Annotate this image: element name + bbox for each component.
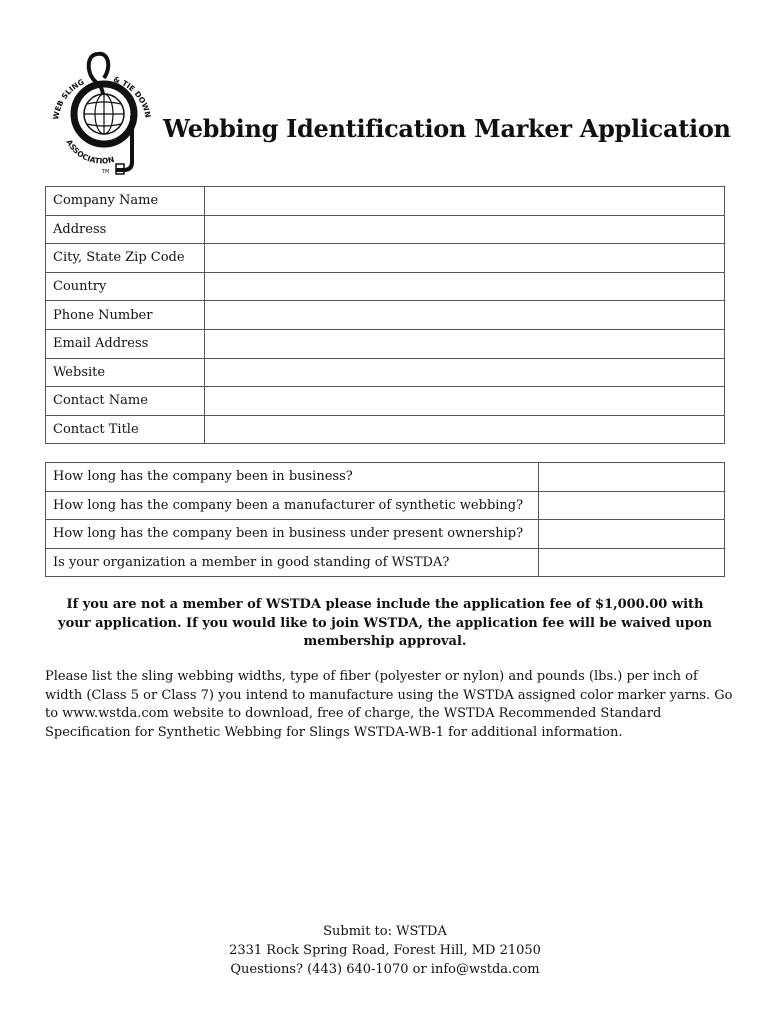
question-label: How long has the company been a manufacturer of synthetic webbing? [46,491,539,520]
contact-field-value-cell [205,187,725,216]
contact-field-row [46,272,725,301]
contact-field-value-cell [205,301,725,330]
contact-field-row [46,301,725,330]
question-label: How long has the company been in business? [46,463,539,492]
contact-field-value-field[interactable] [205,274,724,300]
logo-tm: TM [102,169,110,175]
contact-field-row [46,387,725,416]
question-value-field[interactable] [539,492,724,518]
contact-field-value-cell [205,358,725,387]
submit-address: 2331 Rock Spring Road, Forest Hill, MD 21050 [229,943,541,958]
question-value-cell [539,491,725,520]
contact-field-value-field[interactable] [205,302,724,328]
contact-field-label: Address [46,215,205,244]
submit-info [0,922,770,979]
contact-field-value-field[interactable] [205,388,724,414]
question-value-field[interactable] [539,464,724,490]
contact-field-row [46,187,725,216]
submit-contact: Questions? (443) 640-1070 or info@wstda.com [230,962,540,977]
contact-field-row [46,329,725,358]
instructions-paragraph: Please list the sling webbing widths, type of fiber (polyester or nylon) and pounds (lbs.) per inch of width (Class 5 or Class 7) you intend to manufacture using the WSTDA assigned color marker yarns. Go to www.wstda.com website to download, free of charge, the WSTDA Recommended Standard Specification for Synthetic Webbing for Slings WSTDA-WB-1 for additional information. [45,669,733,740]
contact-field-value-field[interactable] [205,216,724,242]
contact-field-row [46,358,725,387]
contact-field-value-field[interactable] [205,188,724,214]
contact-field-label: Phone Number [46,301,205,330]
question-value-cell [539,463,725,492]
logo-arc-text-bottom: ASSOCIATION [64,137,116,166]
contact-field-value-cell [205,387,725,416]
question-row [46,548,725,577]
contact-field-label: Website [46,358,205,387]
contact-field-label: Country [46,272,205,301]
fee-notice: If you are not a member of WSTDA please include the application fee of $1,000.00 with your application. If you would like to join WSTDA, the application fee will be waived upon membership approval. [58,597,712,649]
business-questions-table [45,462,725,577]
contact-field-label: City, State Zip Code [46,244,205,273]
contact-field-value-cell [205,329,725,358]
contact-field-value-field[interactable] [205,245,724,271]
contact-field-label: Email Address [46,329,205,358]
question-row [46,520,725,549]
contact-field-value-cell [205,415,725,444]
contact-field-value-cell [205,272,725,301]
question-label: How long has the company been in business under present ownership? [46,520,539,549]
contact-info-table [45,186,725,444]
submit-line: Submit to: WSTDA [323,924,447,939]
page-title: Webbing Identification Marker Application [163,114,731,143]
question-row [46,491,725,520]
contact-field-row [46,215,725,244]
logo-arc-text-left: WEB SLING [51,77,86,121]
contact-field-label: Contact Title [46,415,205,444]
contact-field-value-field[interactable] [205,331,724,357]
contact-field-value-field[interactable] [205,359,724,385]
question-value-field[interactable] [539,550,724,576]
contact-field-label: Company Name [46,187,205,216]
question-value-cell [539,548,725,577]
contact-field-row [46,244,725,273]
contact-field-value-cell [205,215,725,244]
logo-arc-text-right: & TIE DOWN [112,74,153,119]
question-label: Is your organization a member in good standing of WSTDA? [46,548,539,577]
contact-field-row [46,415,725,444]
contact-field-label: Contact Name [46,387,205,416]
contact-field-value-cell [205,244,725,273]
question-value-field[interactable] [539,521,724,547]
question-value-cell [539,520,725,549]
question-row [46,463,725,492]
contact-field-value-field[interactable] [205,417,724,443]
wstda-logo [46,44,158,178]
